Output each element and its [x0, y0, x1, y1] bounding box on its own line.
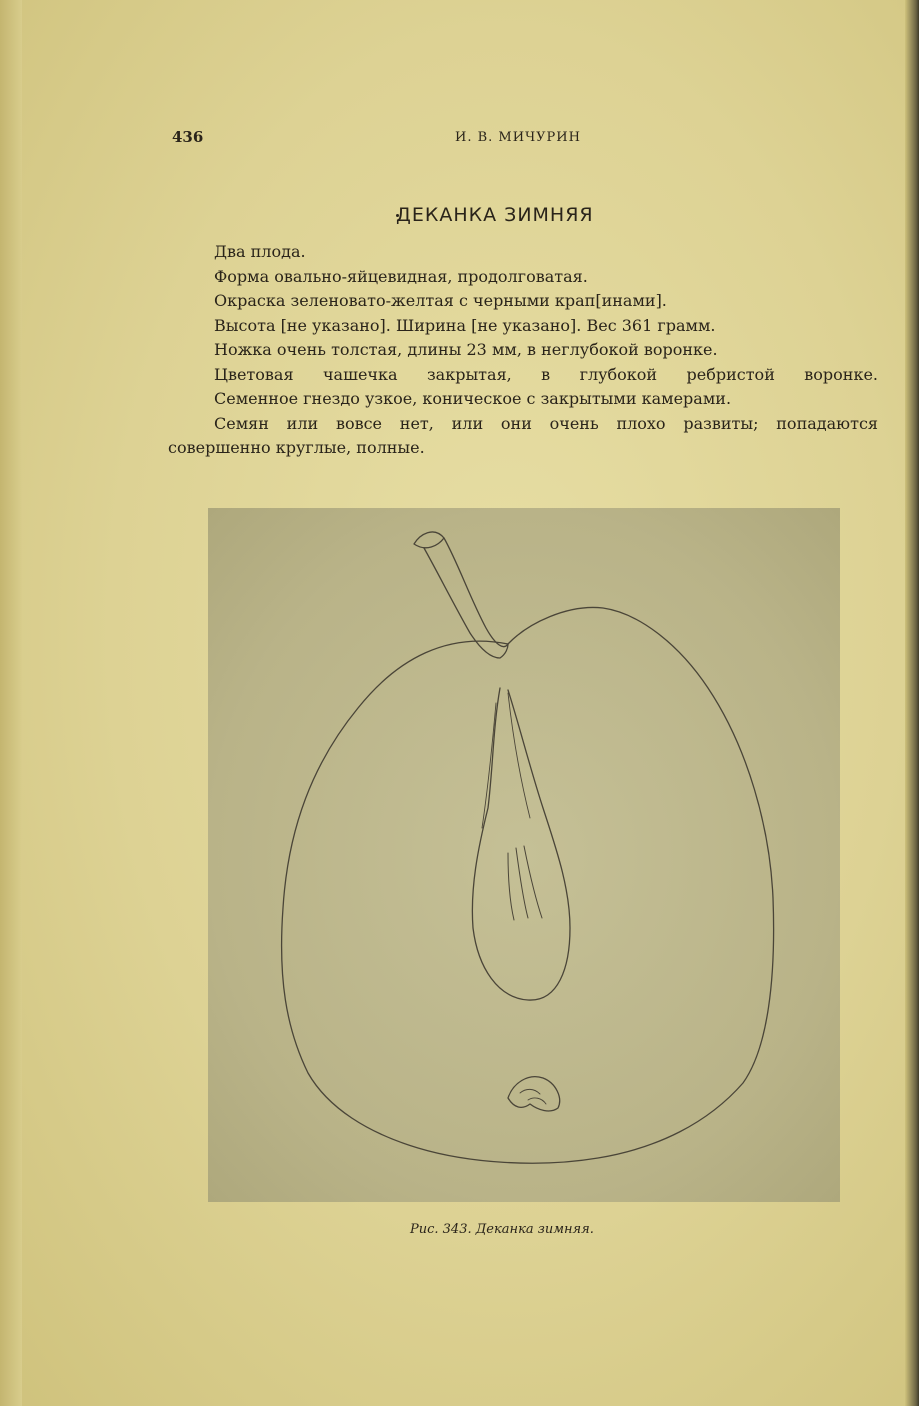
text-line: Ножка очень толстая, длины 23 мм, в неглубокой воронке.	[214, 340, 718, 359]
fruit-outline	[282, 607, 774, 1163]
text-line: Семян или вовсе нет, или они очень плохо развиты; попадаются	[214, 413, 878, 433]
running-head: И. В. МИЧУРИН	[455, 130, 581, 145]
calyx	[508, 1077, 560, 1111]
figure-caption: Рис. 343. Деканка зимняя.	[410, 1222, 594, 1237]
pear-cross-section-drawing	[208, 508, 840, 1202]
text-line: Форма овально-яйцевидная, продолговатая.	[214, 266, 588, 286]
text-line: Два плода.	[214, 242, 306, 261]
section-title: ДЕКАНКА ЗИМНЯЯ	[396, 204, 594, 226]
text-line: Цветовая чашечка закрытая, в глубокой ребристой воронке.	[214, 364, 878, 384]
core-outline	[472, 688, 570, 1000]
pear-outline-svg	[208, 508, 840, 1202]
text-line: Окраска зеленовато-желтая с черными крап[инами].	[214, 291, 667, 310]
page-edge-left	[0, 0, 22, 1406]
text-line: Семенное гнездо узкое, коническое с закрытыми камерами.	[214, 389, 732, 408]
page-number: 436	[172, 128, 204, 146]
body-text	[168, 240, 878, 461]
text-line: совершенно круглые, полные.	[168, 438, 425, 457]
text-line: Высота [не указано]. Ширина [не указано]. Вес 361 грамм.	[214, 315, 716, 335]
page-edge-right	[905, 0, 919, 1406]
